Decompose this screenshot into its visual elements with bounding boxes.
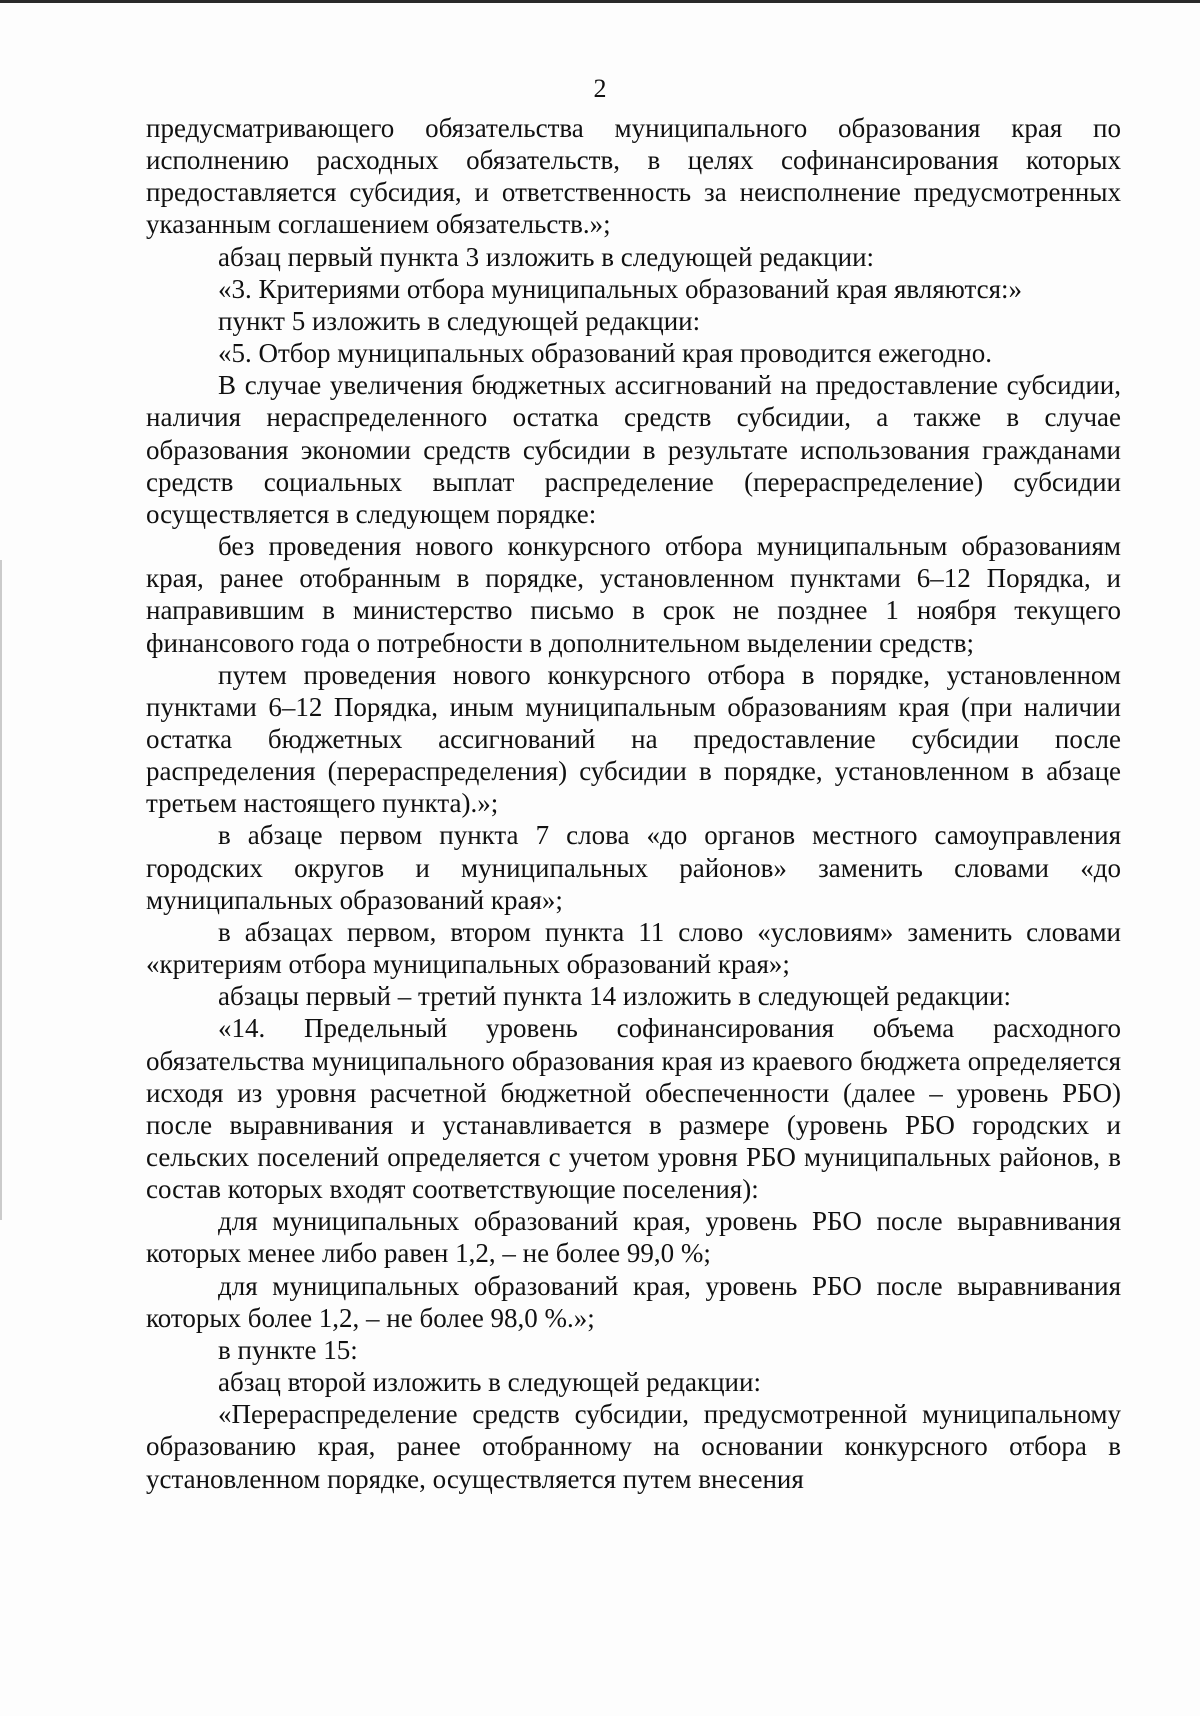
paragraph-15: в пункте 15: xyxy=(218,1334,358,1365)
paragraph-17: «Перераспределение средств субсидии, предусмотренной муниципальному образованию края, ранее отобранному на основании конкурсного отбора в установленном порядке, осуществляется путем внесения xyxy=(146,1399,1121,1494)
page-number: 2 xyxy=(593,74,607,103)
paragraph-9: в абзаце первом пункта 7 слова «до органов местного самоуправления городских округов и муниципальных районов» заменить словами «до муниципальных образований края»; xyxy=(146,820,1121,915)
paragraph-5: «5. Отбор муниципальных образований края проводится ежегодно. xyxy=(218,338,992,369)
document-body xyxy=(146,112,1121,1495)
paragraph-8: путем проведения нового конкурсного отбора в порядке, установленном пунктами 6–12 Порядка, иным муниципальным образованиям края (при наличии остатка бюджетных ассигнований на предоставление субсидии после распределения (перераспределения) субсидии в порядке, установленном в абзаце третьем настоящего пункта).»; xyxy=(146,659,1121,819)
scan-top-border xyxy=(0,0,1200,3)
paragraph-13: для муниципальных образований края, уровень РБО после выравнивания которых менее либо равен 1,2, – не более 99,0 %; xyxy=(146,1206,1121,1269)
scan-left-edge xyxy=(0,560,2,1220)
paragraph-16: абзац второй изложить в следующей редакции: xyxy=(218,1367,761,1398)
paragraph-11: абзацы первый – третий пункта 14 изложить в следующей редакции: xyxy=(218,981,1011,1012)
paragraph-10: в абзацах первом, втором пункта 11 слово «условиям» заменить словами «критериям отбора муниципальных образований края»; xyxy=(146,916,1121,980)
paragraph-2: абзац первый пункта 3 изложить в следующей редакции: xyxy=(218,241,875,272)
paragraph-14: для муниципальных образований края, уровень РБО после выравнивания которых более 1,2, – не более 98,0 %.»; xyxy=(146,1270,1121,1333)
paragraph-6: В случае увеличения бюджетных ассигнований на предоставление субсидии, наличия нераспределенного остатка средств субсидии, а также в случае образования экономии средств субсидии в результате использования гражданами средств социальных выплат распределение (перераспределение) субсидии осуществляется в следующем порядке: xyxy=(146,370,1121,529)
paragraph-1: предусматривающего обязательства муниципального образования края по исполнению расходных обязательств, в целях софинансирования которых предоставляется субсидия, и ответственность за неисполнение предусмотренных указанным соглашением обязательств.»; xyxy=(146,113,1121,240)
paragraph-4: пункт 5 изложить в следующей редакции: xyxy=(218,305,701,336)
paragraph-7: без проведения нового конкурсного отбора муниципальным образованиям края, ранее отобранным в порядке, установленном пунктами 6–12 Порядка, и направившим в министерство письмо в срок не позднее 1 ноября текущего финансового года о потребности в дополнительном выделении средств; xyxy=(146,531,1121,658)
paragraph-12: «14. Предельный уровень софинансирования объема расходного обязательства муниципального образования края из краевого бюджета определяется исходя из уровня расчетной бюджетной обеспеченности (далее – уровень РБО) после выравнивания и устанавливается в размере (уровень РБО городских и сельских поселений определяется с учетом уровня РБО муниципальных районов, в состав которых входят соответствующие поселения): xyxy=(146,1013,1121,1205)
paragraph-3: «3. Критериями отбора муниципальных образований края являются:» xyxy=(218,273,1023,304)
